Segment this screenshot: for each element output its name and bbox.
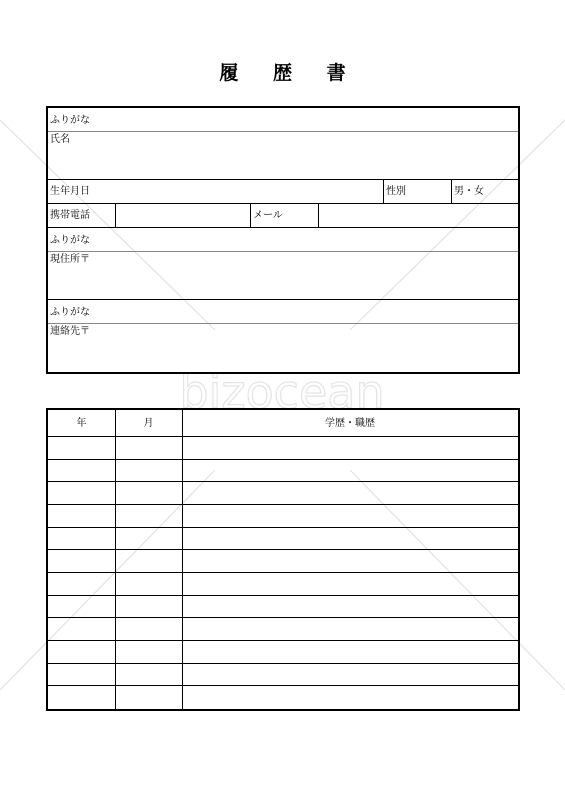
mobile-field[interactable] bbox=[116, 204, 250, 227]
phone-email-row bbox=[48, 204, 518, 228]
address-furigana-row[interactable] bbox=[48, 228, 518, 252]
address-furigana-label: ふりがな bbox=[50, 235, 90, 246]
month-header: 月 bbox=[143, 418, 154, 429]
birthdate-label: 生年月日 bbox=[50, 186, 90, 197]
document-title: 履 歴 書 bbox=[219, 62, 360, 84]
mobile-label: 携帯電話 bbox=[50, 210, 90, 221]
personal-info-table bbox=[46, 106, 520, 374]
name-label: 氏名 bbox=[50, 134, 70, 145]
history-row[interactable] bbox=[48, 664, 518, 687]
history-row[interactable] bbox=[48, 618, 518, 641]
birthdate-row bbox=[48, 180, 518, 204]
address-row[interactable] bbox=[48, 252, 518, 300]
address-label: 現住所〒 bbox=[50, 254, 90, 265]
svg-text:bizocean: bizocean bbox=[179, 365, 385, 419]
contact-furigana-label: ふりがな bbox=[50, 307, 90, 318]
contact-label: 連絡先〒 bbox=[50, 326, 90, 337]
gender-options[interactable]: 男・女 bbox=[454, 186, 484, 197]
year-header: 年 bbox=[76, 418, 87, 429]
history-header-row bbox=[48, 410, 518, 437]
history-body bbox=[48, 437, 518, 709]
history-row[interactable] bbox=[48, 686, 518, 709]
furigana-row[interactable] bbox=[48, 108, 518, 132]
history-row[interactable] bbox=[48, 528, 518, 551]
history-row[interactable] bbox=[48, 460, 518, 483]
history-row[interactable] bbox=[48, 573, 518, 596]
history-row[interactable] bbox=[48, 641, 518, 664]
history-table bbox=[46, 408, 520, 711]
email-label: メール bbox=[253, 210, 283, 221]
history-row[interactable] bbox=[48, 596, 518, 619]
email-field[interactable] bbox=[319, 204, 518, 227]
history-row[interactable] bbox=[48, 437, 518, 460]
gender-label: 性別 bbox=[386, 186, 406, 197]
history-row[interactable] bbox=[48, 482, 518, 505]
contact-furigana-row[interactable] bbox=[48, 300, 518, 324]
history-header: 学歴・職歴 bbox=[325, 418, 375, 429]
history-row[interactable] bbox=[48, 505, 518, 528]
contact-row[interactable] bbox=[48, 324, 518, 372]
furigana-label: ふりがな bbox=[50, 115, 90, 126]
name-row[interactable] bbox=[48, 132, 518, 180]
history-row[interactable] bbox=[48, 550, 518, 573]
